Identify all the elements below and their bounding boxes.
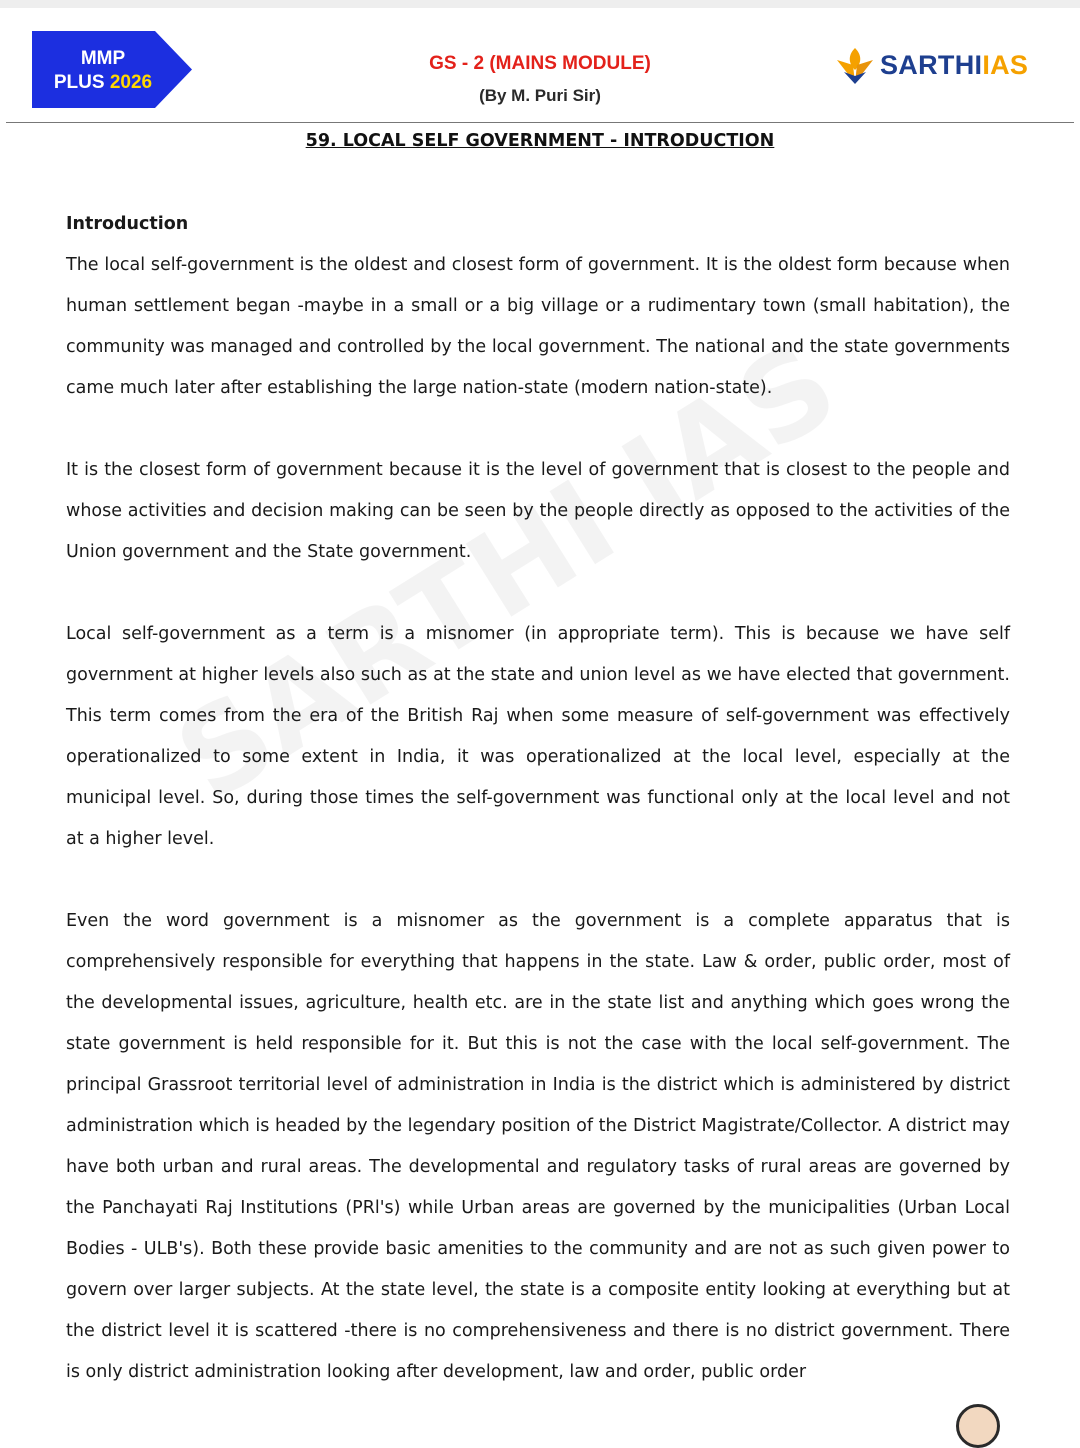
section-heading: Introduction [66, 214, 189, 234]
badge-year: 2026 [109, 72, 153, 93]
module-author: (By M. Puri Sir) [479, 86, 601, 105]
author-avatar [956, 1404, 1000, 1448]
mmp-plus-badge [32, 31, 192, 108]
document-title: 59. LOCAL SELF GOVERNMENT - INTRODUCTION [305, 131, 775, 151]
module-title: GS - 2 (MAINS MODULE) [429, 53, 651, 74]
badge-line1: MMP [80, 48, 126, 69]
sarthi-ias-logo [835, 45, 1055, 87]
logo-text [880, 50, 1028, 81]
header-center [340, 53, 740, 106]
top-strip [0, 0, 1080, 8]
logo-text-primary: SARTHI [880, 50, 983, 80]
header-divider [6, 122, 1074, 123]
flame-leaf-icon [835, 45, 875, 87]
logo-text-secondary: IAS [982, 50, 1029, 80]
paragraph-4: Even the word government is a misnomer as the government is a complete apparatus that is comprehensively responsible for everything that happens in the state. Law & order, public order, most of the developmental issues, agriculture, health etc. are in the state list and anything which goes wrong the state government is held responsible for it. But this is not the case with the local self-government. The principal Grassroot territorial level of administration in India is the district which is administered by district administration which is headed by the legendary position of the District Magistrate/Collector. A district may have both urban and rural areas. The developmental and regulatory tasks of rural areas are governed by the Panchayati Raj Institutions (PRl's) while Urban areas are governed by the municipalities (Urban Local Bodies - ULB's). Both these provide basic amenities to the community and are not as such given power to govern over larger subjects. At the state level, the state is a composite entity looking at everything but at the district level it is scattered -there is no comprehensiveness and there is no district government. There is only district administration looking after development, law and order, public order [66, 911, 1010, 1382]
badge-line2 [32, 72, 174, 94]
paragraph-1: The local self-government is the oldest and closest form of government. It is the oldest form because when human settlement began -maybe in a small or a big village or a rudimentary town (small habitation), the community was managed and controlled by the local government. The national and the state governments came much later after establishing the large nation-state (modern nation-state). [66, 255, 1010, 398]
document-body [66, 204, 1010, 1393]
paragraph-2: It is the closest form of government because it is the level of government that is closest to the people and whose activities and decision making can be seen by the people directly as opposed to the activities of the Union government and the State government. [66, 460, 1010, 562]
badge-plus: PLUS [53, 72, 105, 93]
paragraph-3: Local self-government as a term is a misnomer (in appropriate term). This is because we have self government at higher levels also such as at the state and union level as we have elected that government. This term comes from the era of the British Raj when some measure of self-government was effectively operationalized to some extent in India, it was operationalized at the local level, especially at the municipal level. So, during those times the self-government was functional only at the local level and not at a higher level. [66, 624, 1010, 849]
